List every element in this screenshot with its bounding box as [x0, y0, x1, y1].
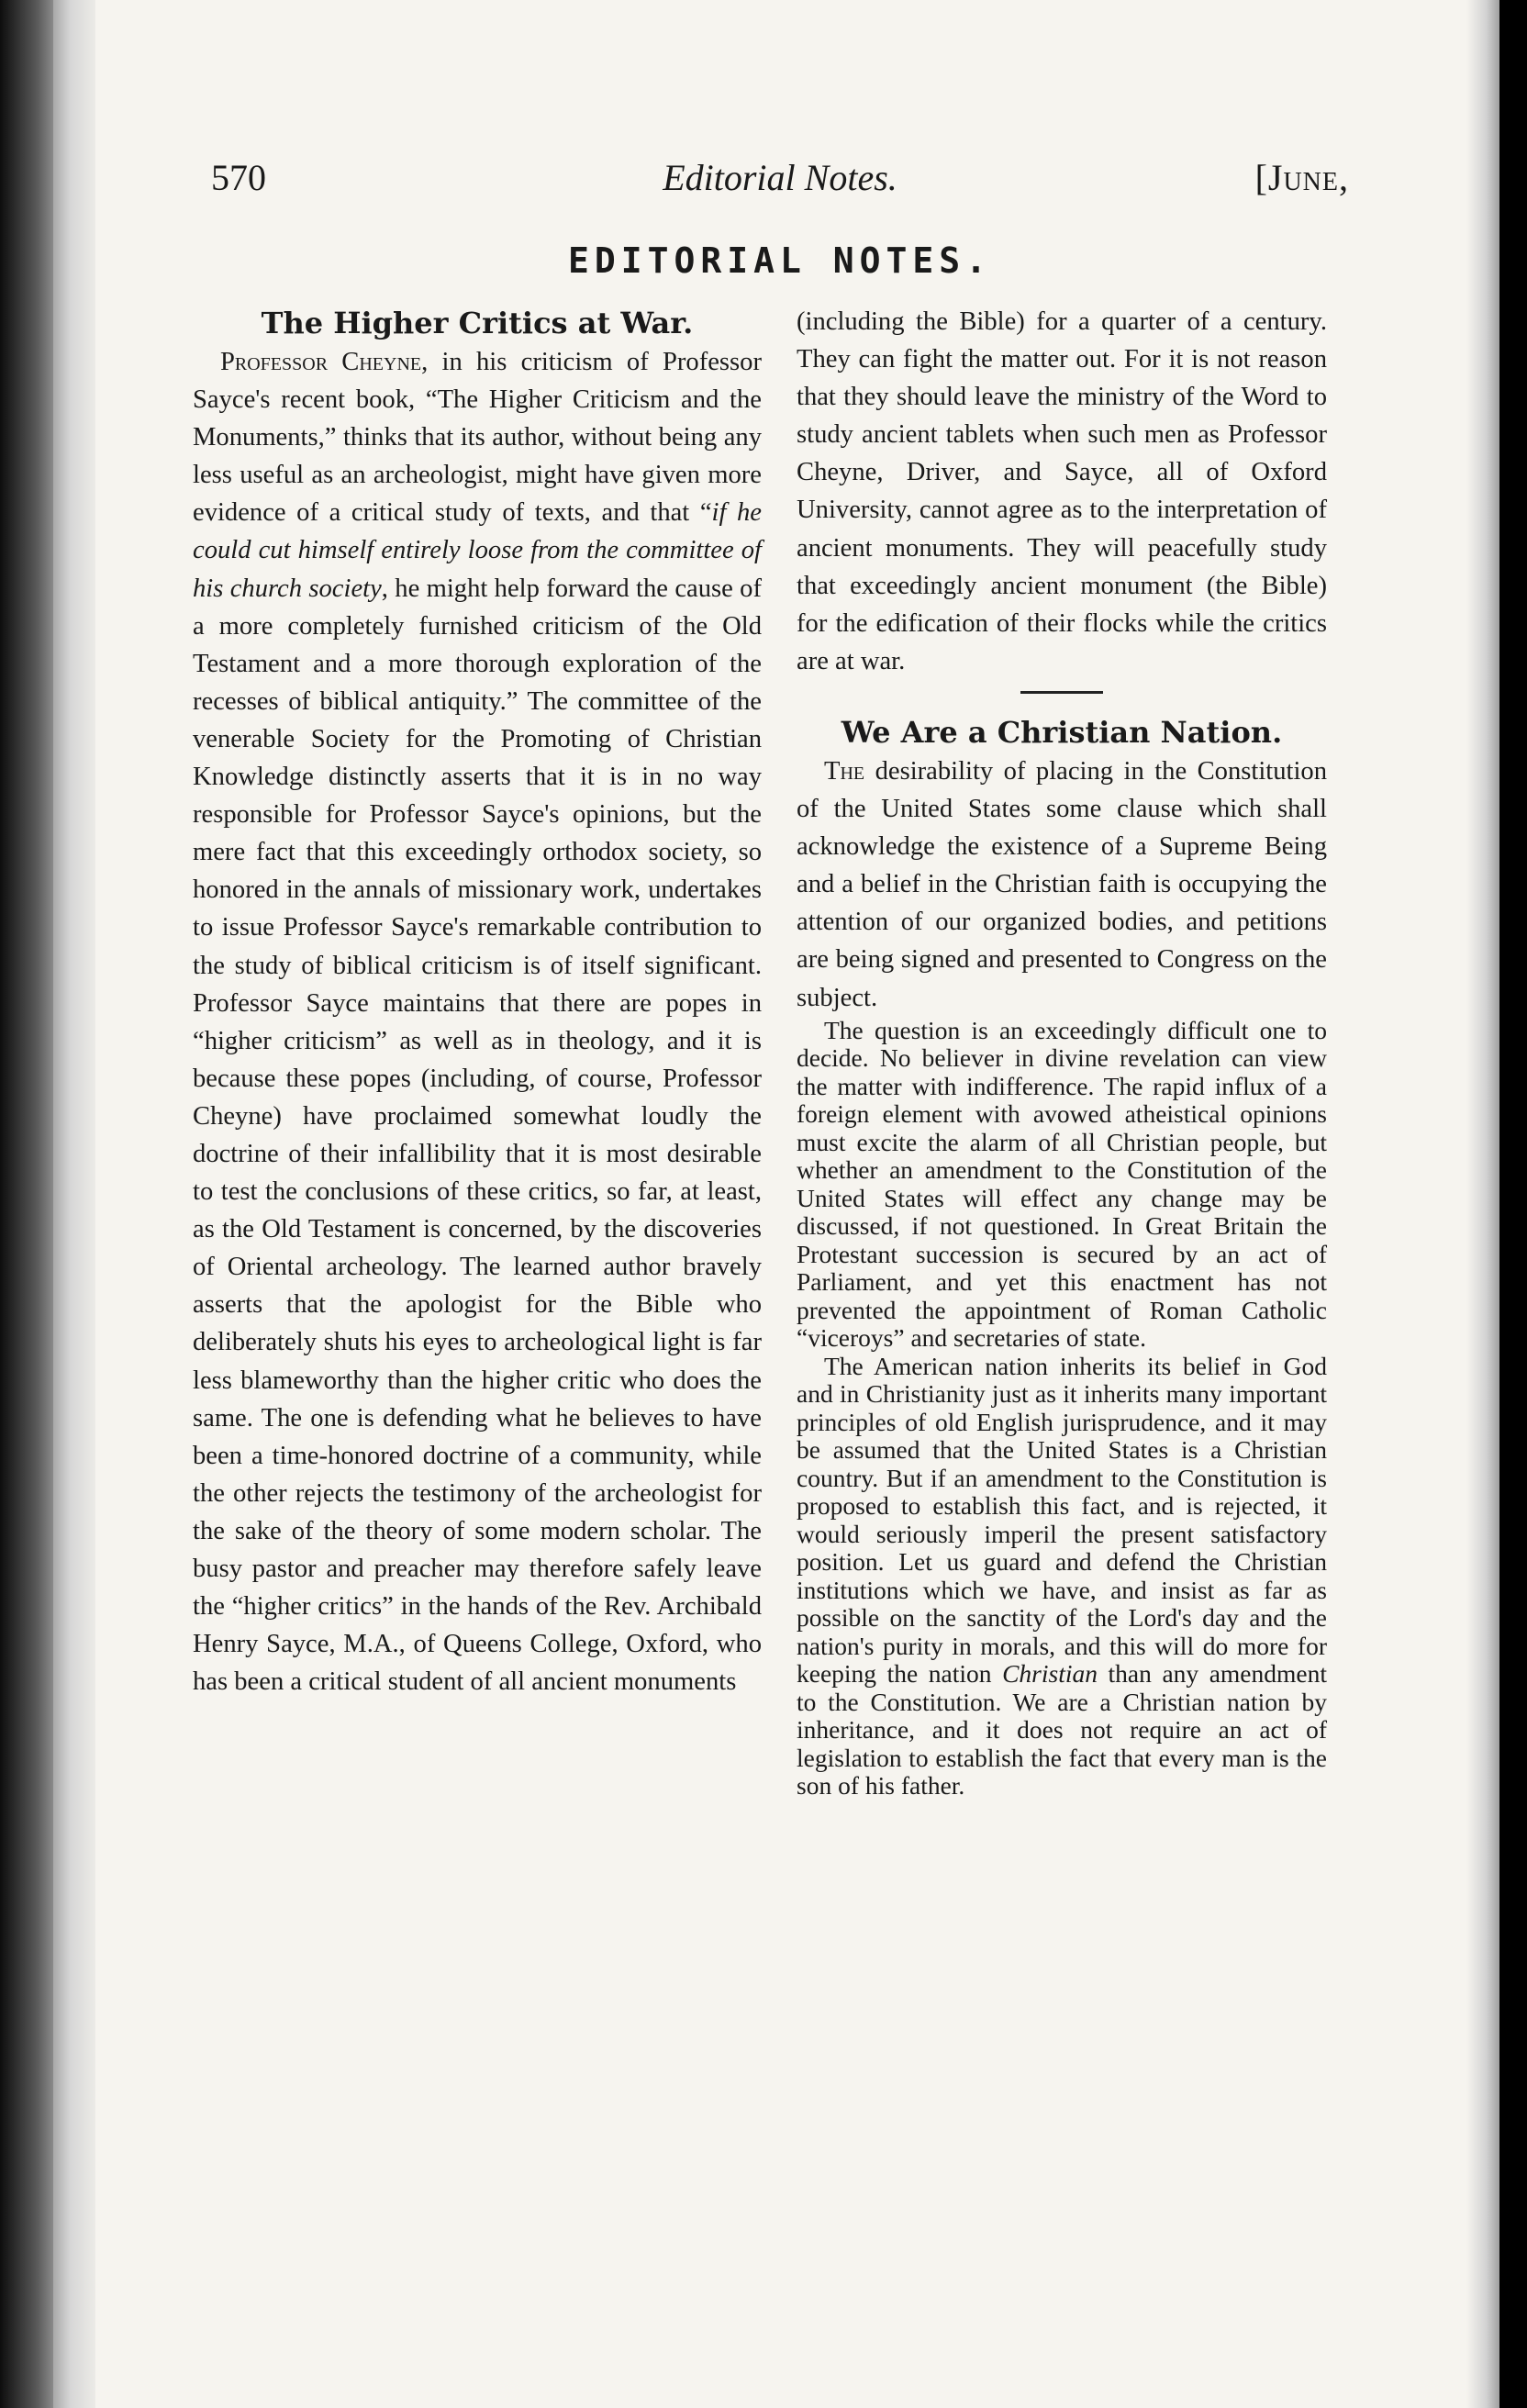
page-gutter-shadow [53, 0, 95, 2408]
body-text: than any amendment to the Constitution. We are a Christian nation by inheritance, and it does not require an act of legislation to establish the fact that every man is the son of his father. [797, 1659, 1327, 1800]
article-body-higher-critics [193, 343, 762, 1700]
article-paragraph [797, 1353, 1327, 1800]
section-divider-rule [1020, 691, 1103, 694]
article-paragraph [797, 752, 1327, 1017]
right-column [797, 303, 1327, 1800]
left-column [193, 303, 762, 1700]
article-continuation: (including the Bible) for a quarter of a century. They can fight the matter out. For it is not reason that they should leave the ministry of the Word to study ancient tablets when such men as Professor Cheyne, Driver, and Sayce, all of Oxford University, cannot agree as to the interpretation of ancient monuments. They will peacefully study that exceedingly ancient monument (the Bible) for the edification of their flocks while the critics are at war. [797, 307, 1327, 675]
body-text: , in his criticism of Professor Sayce's recent book, “The Higher Criticism and the Monuments,” thinks that its author, without being any less useful as an archeologist, might have given more evidence of a critical study of texts, and that “ [193, 348, 762, 528]
section-title: EDITORIAL NOTES. [567, 240, 993, 281]
page-number: 570 [211, 157, 266, 198]
article-heading-christian-nation: We Are a Christian Nation. [841, 714, 1283, 750]
article-heading-higher-critics: The Higher Critics at War. [261, 306, 694, 340]
dense-text-block [797, 1017, 1327, 1800]
lead-caps: The [824, 756, 865, 786]
italic-quote: if he could cut himself entirely loose from the committee of his church society [193, 498, 762, 603]
italic-word: Christian [1002, 1659, 1098, 1689]
running-head [211, 156, 1349, 211]
article-paragraph: The question is an exceedingly difficult one to decide. No believer in divine revelation can view the matter with indifference. The rapid influx of a foreign element with avowed atheistical opinions must excite the alarm of all Christian people, but whether an amendment to the Constitution of the United States will effect any change may be discussed, if not questioned. In Great Britain the Protestant succession is secured by an act of Parliament, and yet this enactment has not prevented the appointment of Roman Catholic “viceroys” and secretaries of state. [797, 1015, 1327, 1353]
running-month: [June, [1254, 157, 1349, 198]
body-text: The American nation inherits its belief in God and in Christianity just as it inherits many important principles of old English jurisprudence, and it may be assumed that the United States is a Christian country. But if an amendment to the Constitution is proposed to establish this fact, and is rejected, it would seriously imperil the present satisfactory position. Let us guard and defend the Christian institutions which we have, and insist as far as possible on the sanctity of the Lord's day and the nation's purity in morals, and this will do more for keeping the nation [797, 1351, 1327, 1689]
body-text: , he might help forward the cause of a more completely furnished criticism of the Old Testament and a more thorough exploration of the recesses of biblical antiquity.” The committee of the venerable Society for the Promoting of Christian Knowledge distinctly asserts that it is in no way responsible for Professor Sayce's opinions, but the mere fact that this exceedingly orthodox society, so honored in the annals of missionary work, undertakes to issue Professor Sayce's remarkable contribution to the study of biblical criticism is of itself significant. Professor Sayce maintains that there are popes in “higher criticism” as well as in theology, and it is because these popes (including, of course, Professor Cheyne) have proclaimed somewhat loudly the doctrine of their infallibility that it is most desirable to test the conclusions of these critics, so far, at least, as the Old Testament is concerned, by the discoveries of Oriental archeology. The learned author bravely asserts that the apologist for the Bible who deliberately shuts his eyes to archeological light is far less blameworthy than the higher critic who does the same. The one is defending what he believes to have been a time-honored doctrine of a community, while the other rejects the testimony of the archeologist for the sake of the theory of some modern scholar. The busy pastor and preacher may therefore safely leave the “higher critics” in the hands of the Rev. Archibald Henry Sayce, M.A., of Queens College, Oxford, who has been a critical student of all ancient monuments [193, 574, 762, 1697]
body-text: desirability of placing in the Constitution of the United States some clause which shall acknowledge the existence of a Supreme Being and a belief in the Christian faith is occupying the attention of our organized bodies, and petitions are being signed and presented to Congress on the subject. [797, 756, 1327, 1012]
running-title: Editorial Notes. [663, 157, 897, 198]
lead-caps: Professor Cheyne [220, 348, 422, 376]
page-edge-shadow [1466, 0, 1499, 2408]
book-binding-edge [0, 0, 53, 2408]
